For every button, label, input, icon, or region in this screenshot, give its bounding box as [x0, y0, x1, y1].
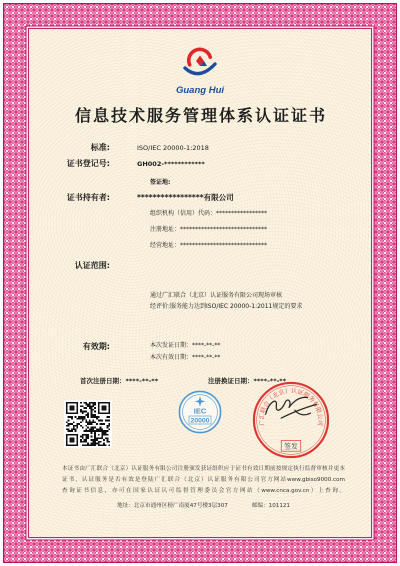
- holder-label: 证书持有者:: [66, 193, 110, 202]
- visa-place-label: 签证地:: [150, 179, 171, 186]
- renewal-value: ****-**-**: [253, 377, 287, 385]
- certificate-number-label: 证书登记号:: [66, 159, 110, 168]
- footer-notice-line: 证书，认证服务是否有效是登陆广汇联合（北京）认证服务有限公司官方网站www.gbiso9000.com: [62, 477, 345, 483]
- validity-label: 有效期:: [82, 342, 110, 351]
- iec-20000-badge-icon: [178, 390, 222, 434]
- scope-label: 认证范围:: [74, 261, 110, 270]
- org-code-label: 组织机构（信用）代码：: [150, 210, 217, 217]
- registered-address-line: [150, 226, 267, 234]
- iec-badge-number: 20000: [190, 417, 210, 425]
- business-address-label: 经营地址：: [150, 242, 181, 249]
- footer-address-line: [62, 503, 345, 510]
- first-registration-label: 首次注册日期：: [80, 377, 126, 385]
- logo-brand-text: Guang Hui: [175, 85, 225, 96]
- footer-postcode: 邮编：101121: [251, 503, 290, 509]
- issue-date-value: ****-**-**: [192, 342, 221, 349]
- first-registration-value: ****-**-**: [125, 377, 159, 385]
- certificate-body: [28, 28, 372, 538]
- issue-label: 签发: [284, 442, 298, 451]
- footer-address: 地址：北京市通州区榜广南厦47号楼3层307: [117, 503, 228, 509]
- footer-notice-line: 查询证书信息，亦可在国家认证认可监督管理委员会官方网站（www.cnca.gov.cn）上查询。: [62, 488, 345, 494]
- certificate-title: 信息技术服务管理体系认证证书: [74, 106, 327, 125]
- scope-line: 经评价:服务能力达到ISO/IEC 20000-1:2011规定的要求: [150, 303, 303, 310]
- certificate-number-value: GH002-************: [137, 160, 205, 168]
- first-registration-line: [80, 377, 158, 385]
- issue-date-label: 本次发证日期：: [150, 342, 193, 349]
- business-address-line: [150, 242, 267, 250]
- qr-code: [64, 400, 112, 448]
- renewal-label: 注册换证日期：: [208, 377, 254, 385]
- registered-address-value: *****************************: [180, 226, 268, 233]
- registered-address-label: 注册地址：: [150, 226, 181, 233]
- holder-name: *****************有限公司: [137, 193, 234, 202]
- scope-line: 通过广汇联合（北京）认证服务有限公司现场审核: [150, 292, 283, 299]
- expiry-date-line: [150, 354, 220, 362]
- org-code-line: [150, 210, 267, 218]
- iec-badge-top-text: IEC: [193, 406, 207, 416]
- expiry-date-label: 本次有效日期：: [150, 354, 193, 361]
- org-code-value: *****************: [216, 210, 268, 217]
- business-address-value: *****************************: [180, 242, 268, 249]
- official-seal: [252, 381, 330, 459]
- issue-date-line: [150, 342, 220, 350]
- company-logo-icon: [181, 47, 219, 79]
- standard-label: 标准:: [90, 143, 110, 152]
- standard-value: ISO/IEC 20000-1:2018: [137, 144, 209, 152]
- seal-ring-textpath: 广汇联合（北京）认证服务有限公司: [258, 387, 324, 427]
- footer-notice-line: 本证书由广汇联合（北京）认证服务有限公司注册颁发获证组织应于证书有效日期前按规定执行监督审核并更本: [62, 466, 345, 472]
- expiry-date-value: ****-**-**: [192, 354, 221, 361]
